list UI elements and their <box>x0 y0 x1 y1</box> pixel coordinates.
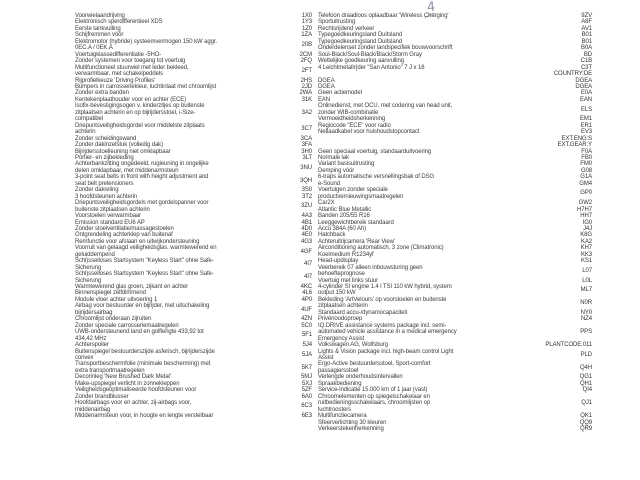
equipment-code: 3CA <box>300 135 312 142</box>
equipment-row <box>318 349 592 362</box>
equipment-description: Zonder systemen voor toegang tot voertuig <box>75 58 186 65</box>
equipment-description: Voertuig met links stuur <box>318 277 378 284</box>
equipment-code: 2FQ <box>300 58 312 65</box>
equipment-description: Driepuntsveiligheidsgordels met gordelspanner voor buitenste zitplaatsen achterin <box>75 200 209 213</box>
equipment-code: L0L <box>582 277 592 284</box>
equipment-description: Rijprofielkeuze 'Driving Profiles' <box>75 77 156 84</box>
equipment-code: ML7 <box>580 287 592 294</box>
equipment-code: COUNTRY:DE <box>553 71 592 78</box>
equipment-code: 6C3 <box>301 403 312 410</box>
equipment-code: PLANTCODE:011 <box>545 342 592 349</box>
equipment-description: Binnenspiegel zelfdimmend <box>75 290 146 297</box>
equipment-row <box>318 103 592 116</box>
equipment-code: KH7 <box>580 245 592 252</box>
equipment-description: DGEA <box>318 77 335 84</box>
equipment-code: F0A <box>581 148 592 155</box>
equipment-code: GM4 <box>579 180 592 187</box>
equipment-code: EXT.GEAR:Y <box>557 142 592 149</box>
equipment-code: 9ZV <box>581 13 592 19</box>
equipment-description: Typegoedkeuringsland Duitsland <box>318 32 403 39</box>
equipment-description: Wettelijke goedkeuring aanvulling <box>318 58 404 65</box>
equipment-row <box>75 361 312 374</box>
equipment-code: QK1 <box>580 413 592 420</box>
equipment-description: Schijfremmen vóór <box>75 32 124 39</box>
equipment-description: Accu 384A (60 Ah) <box>318 225 366 232</box>
equipment-code: DGEA <box>575 77 592 84</box>
equipment-description: Airbag voor bestuurder en bijrijder, met uitschakeling bijrijdersairbag <box>75 303 210 316</box>
equipment-description: Kentekenplaathouder voor en achter (ECE) <box>75 96 187 103</box>
equipment-code: 5ZF <box>301 387 312 394</box>
equipment-code: ER1 <box>580 122 592 129</box>
equipment-description: Netlaadkabel voor huishoudstopcontact <box>318 129 420 136</box>
equipment-description: Variant basisuitrusting <box>318 161 375 168</box>
equipment-description: Bekleding 'ArtVelours' op voorstoelen en buitenste zitplaatsen achterin <box>318 296 447 310</box>
equipment-description: Standaard accu-/dynamocapaciteit <box>318 309 408 316</box>
equipment-row <box>75 39 312 52</box>
equipment-row <box>75 258 312 271</box>
equipment-code: 3H0 <box>301 148 312 155</box>
equipment-description: DGEA <box>318 83 335 90</box>
equipment-description: Driepuntsveiligheidsgordel voor middelste zitplaats achterin <box>75 122 205 136</box>
equipment-row <box>75 349 312 362</box>
equipment-description: Atlantic Blue Metallic <box>318 206 372 213</box>
equipment-code: 3ZU <box>300 203 312 210</box>
equipment-row <box>75 161 312 174</box>
equipment-description: Multifunctioneel stuurwiel met leder bekleed, verwarmbaar, met schakelpeddels <box>75 64 189 78</box>
equipment-code: N0R <box>580 300 592 307</box>
equipment-code: GP0 <box>580 190 592 197</box>
equipment-description: Typegoedkeuringsland Duitsland <box>318 38 403 45</box>
equipment-code: QG1 <box>579 374 592 381</box>
equipment-description: Vermoeidheidsherkenning <box>318 116 386 123</box>
equipment-code: 5JA <box>301 351 312 358</box>
equipment-description: Chroomlijst onderaan zijruiten <box>75 316 152 323</box>
equipment-code: 4KC <box>300 284 312 291</box>
equipment-code: KK3 <box>580 251 592 258</box>
equipment-code: KA2 <box>580 238 592 245</box>
equipment-description: Geen speciaal voertuig, standaarduitvoering <box>318 148 432 155</box>
equipment-description: Warmtewerend glas groen, zijkant en achter <box>75 284 188 291</box>
equipment-code: 4I7 <box>303 274 312 281</box>
equipment-description: Elektromotor (hybride) systeemvermogen 150 kW aggr. 0EC.A / 0EK.A <box>75 38 217 52</box>
equipment-code: QJ1 <box>581 400 592 407</box>
equipment-code: C3T <box>580 64 592 71</box>
equipment-description: Achterspoiler <box>75 342 109 349</box>
equipment-code: 4ZN <box>300 316 312 323</box>
equipment-code: 6A0 <box>301 393 312 400</box>
equipment-code: 1X0 <box>301 13 312 19</box>
equipment-description: Normale lak <box>318 154 349 161</box>
equipment-description: Veiligheidsgeoptimaliseerde hoofdsteunen voor <box>75 387 197 394</box>
equipment-description: Ontgrendeling achterklep van buitenaf <box>75 232 173 239</box>
equipment-code: NY0 <box>580 309 592 316</box>
equipment-code: BD <box>583 51 592 58</box>
equipment-row <box>75 245 312 258</box>
equipment-row <box>75 413 312 419</box>
equipment-code: ELS <box>580 106 592 113</box>
equipment-description: IQ.DRIVE assistance systems package incl. semi-automated vehicle assistance in a medical emergency Emergency Assist <box>318 322 457 342</box>
equipment-code: 1Z0 <box>301 25 312 32</box>
equipment-description: Privénoodoproep <box>318 316 363 323</box>
equipment-description: Module vloer achter uitvoering 1 <box>75 296 158 303</box>
equipment-code: QI4 <box>582 387 592 394</box>
equipment-description: Airconditioning automatisch, 3 zone (Climatronic) <box>318 245 444 252</box>
equipment-row <box>318 394 592 413</box>
equipment-row <box>318 426 592 432</box>
equipment-row <box>318 187 592 200</box>
equipment-code: 2JD <box>301 83 312 90</box>
equipment-description: Koelmedium R1234yf <box>318 251 374 258</box>
equipment-description: Voorwielaandrijving <box>75 13 125 19</box>
equipment-description: Zonder stoelventilatie/massagestoelen <box>75 225 174 232</box>
equipment-description: Spraakbediening <box>318 380 362 387</box>
equipment-column-right <box>318 13 592 432</box>
equipment-code: 4GF <box>300 248 312 255</box>
equipment-description: Verkeerstekenherkenning <box>318 426 384 432</box>
equipment-description: Zonder speciale carrosseriemaatregelen <box>75 322 179 329</box>
equipment-code: 3LT <box>302 154 312 161</box>
equipment-code: 4I7 <box>303 261 312 268</box>
equipment-description: Chroomelementen op spiegelschakelaar en ruitbedieningsschakelaars, chroomlijsten op luchtroosters <box>318 393 431 413</box>
equipment-code: 5MJ <box>300 374 312 381</box>
equipment-description: Head-updisplay <box>318 258 359 265</box>
equipment-description: Zonder dakinzetstuk (volledig dak) <box>75 142 163 149</box>
equipment-description: Zonder brandblusser <box>75 393 129 400</box>
equipment-description: Lights & Vision package incl. high-beam control Light Assist <box>318 348 454 362</box>
equipment-row <box>75 329 312 342</box>
equipment-code: K8G <box>580 232 592 239</box>
equipment-code: 6E3 <box>301 413 312 420</box>
equipment-code: 5XJ <box>301 380 312 387</box>
equipment-description: 6-traps automatische versnellingsbak of DSG <box>318 174 435 181</box>
equipment-code: HH7 <box>580 213 592 220</box>
equipment-description: EAN <box>318 96 331 103</box>
equipment-description: Elektronisch sperdifferentieel XDS <box>75 19 163 26</box>
equipment-description: Eerste tankvulling <box>75 25 121 32</box>
equipment-code: NZ4 <box>580 316 592 323</box>
equipment-row <box>75 200 312 213</box>
equipment-description: Car2X <box>318 200 335 207</box>
equipment-code: DGEA <box>575 83 592 90</box>
equipment-code: 4P0 <box>301 296 312 303</box>
equipment-description: Hoofdairbags voor en achter, zij-airbags voor, middenairbag <box>75 400 192 413</box>
equipment-description: Voertuigen zonder speciale productvernieuwingsmaatregelen <box>318 187 404 200</box>
equipment-description: e-Sound <box>318 180 340 187</box>
equipment-description: 3 hoofdsteunen achterin <box>75 193 138 200</box>
equipment-code: PPS <box>580 329 592 336</box>
equipment-row <box>75 65 312 78</box>
equipment-code: 4E0 <box>301 232 312 239</box>
equipment-code: J4J <box>582 225 592 232</box>
equipment-description: Ergo-Active bestuurdersstoel, Sport-comfort passagiersstoel <box>318 361 431 374</box>
equipment-code: 4L6 <box>302 290 312 297</box>
equipment-description: Regiocode "ECE" voor radio <box>318 122 391 129</box>
equipment-description: 4 Leichtmetallr{der "San Antonio" 7 J x 16 <box>318 64 425 71</box>
equipment-description: Remfunctie voor afslaan en uitwijkondersteuning <box>75 238 200 245</box>
equipment-description: Verlengde onderhoudsintervallen <box>318 374 403 381</box>
equipment-code: G1A <box>580 174 592 181</box>
equipment-code: 4G3 <box>300 238 312 245</box>
equipment-description: Decorinleg 'New Brushed Dark Metal' <box>75 374 171 381</box>
equipment-code: EAN <box>579 96 592 103</box>
equipment-code: B0A <box>580 45 592 52</box>
equipment-row <box>75 271 312 284</box>
equipment-code: IG0 <box>582 219 592 226</box>
equipment-description: Geen actiemodel <box>318 90 362 97</box>
equipment-description: Voorstoelen verwarmbaar <box>75 213 142 220</box>
equipment-description: Middenarmsteun voor, in hoogte en lengte verstelbaar <box>75 413 214 420</box>
equipment-column-left <box>75 13 312 420</box>
equipment-code: 2CM <box>299 51 312 58</box>
equipment-code: 1Y3 <box>301 19 312 26</box>
equipment-row <box>318 284 592 297</box>
equipment-code: 2FT <box>301 67 312 74</box>
equipment-description: Zonder scheidingswand <box>75 135 137 142</box>
equipment-code: 3NU <box>300 164 312 171</box>
equipment-code: AV1 <box>581 25 592 32</box>
equipment-code: 1ZA <box>301 32 312 39</box>
equipment-code: 4D0 <box>301 225 312 232</box>
equipment-code: B01 <box>581 32 592 39</box>
equipment-code: 4B1 <box>301 219 312 226</box>
equipment-description: Isofix-bevestigingsogen v. kinderzitjes op buitenste zitplaatsen achterin en op bijrijdersstoel, i-Size-compatibel <box>75 103 205 123</box>
equipment-code: 2WA <box>299 90 312 97</box>
equipment-code: G08 <box>580 167 592 174</box>
equipment-row <box>75 123 312 136</box>
equipment-description: 3-point seat belts in front with height adjustment and seat belt pretensioners <box>75 174 209 187</box>
equipment-row <box>318 323 592 342</box>
equipment-code: 3A2 <box>301 109 312 116</box>
equipment-code: Q4H <box>579 364 592 371</box>
equipment-code: A8F <box>581 19 592 26</box>
equipment-code: 5J4 <box>302 342 312 349</box>
equipment-code: KS1 <box>580 258 592 265</box>
equipment-code: 3FA <box>301 142 312 149</box>
equipment-code: 5F1 <box>301 332 312 339</box>
equipment-code: H7H7 <box>577 206 592 213</box>
equipment-description: Achteruitrijcamera 'Rear View' <box>318 238 395 245</box>
equipment-description: Voorruit van gelaagd veiligheidsglas, warmtewerend en geluiddempend <box>75 245 217 258</box>
equipment-row <box>75 400 312 413</box>
equipment-row <box>75 103 312 122</box>
equipment-code: GW2 <box>578 200 592 207</box>
equipment-description: Demping vóór <box>318 167 355 174</box>
equipment-code: 3T2 <box>301 193 312 200</box>
equipment-description: Multifunctiecamera <box>318 413 367 420</box>
equipment-code: 5K7 <box>301 364 312 371</box>
equipment-description: Veerbereik 07 alleen inbouwsturing geen behoefteprognose <box>318 264 423 278</box>
equipment-code: 20B <box>301 42 312 49</box>
equipment-description: Soul-Black/Soul-Black/Black/Storm Gray <box>318 51 422 58</box>
equipment-code: 3S0 <box>301 187 312 194</box>
equipment-description: Onderdelenset zonder landspecifiek bouwvoorschrift <box>318 45 453 52</box>
equipment-code: FB0 <box>581 154 592 161</box>
equipment-code: 4UF <box>300 306 312 313</box>
equipment-code: 4A3 <box>301 213 312 220</box>
equipment-description: Banden 205/55 R16 <box>318 213 370 220</box>
equipment-description: Buitenspiegel bestuurderszijde asferisch, bijrijderszijde convex <box>75 348 215 362</box>
equipment-description: Portier- en zijbekleding <box>75 154 134 161</box>
equipment-description: Achterbankzitting ongedeeld, rugleuning in ongelijke delen omklapbaar, met middenarmsteun <box>75 161 209 174</box>
equipment-description: Rechtsrijdend verkeer <box>318 25 375 32</box>
equipment-description: Emission standard EU6 AP <box>75 219 145 226</box>
equipment-code: L07 <box>582 267 592 274</box>
equipment-code: 3C7 <box>301 125 312 132</box>
equipment-code: QR9 <box>579 426 592 432</box>
handwritten-annotation: 4 <box>426 0 437 16</box>
equipment-row <box>75 303 312 316</box>
equipment-description: Sportuitrusting <box>318 19 356 26</box>
equipment-code: QQ9 <box>579 419 592 426</box>
equipment-code: 2HS <box>300 77 312 84</box>
equipment-description: Telefoon draadloos oplaadbaar 'Wireless Charging' <box>318 13 449 19</box>
equipment-description: UWB-ondersteunend land en golflengte 433,92 tot 434,42 MHz <box>75 329 204 342</box>
equipment-code: PLD <box>580 351 592 358</box>
equipment-code: 5C0 <box>301 322 312 329</box>
equipment-row <box>318 297 592 310</box>
equipment-code: C1B <box>580 58 592 65</box>
equipment-description: Hatchback <box>318 232 346 239</box>
equipment-description: Bumpers in carrosseriekleur, luchtinlaat met chroomlijst <box>75 83 217 90</box>
equipment-description: 4-cylinder SI engine 1.4 l TSI 110 kW hybrid, system output 150 kW <box>318 284 452 297</box>
equipment-code: EV3 <box>580 129 592 136</box>
equipment-description: Voertuigklassedifferentiatie -5HO- <box>75 51 162 58</box>
equipment-description: Zonder dakreling <box>75 187 119 194</box>
equipment-description: Onlinedienst, met OCU, met codering van head unit, zonder WIB-combinatie <box>318 103 453 116</box>
equipment-code: QH1 <box>579 380 592 387</box>
equipment-row <box>318 265 592 278</box>
equipment-description: Volkswagen AG, Wolfsburg <box>318 342 388 349</box>
equipment-row <box>318 361 592 374</box>
equipment-description: Bijrijdersstoelleuning niet omklapbaar <box>75 148 171 155</box>
equipment-row <box>75 174 312 187</box>
equipment-code: 3QH <box>299 177 312 184</box>
equipment-code: E0A <box>580 90 592 97</box>
equipment-description: Leeggewichtbereik standaard <box>318 219 394 226</box>
equipment-code: EXT.ENG:S <box>561 135 592 142</box>
equipment-code: B01 <box>581 38 592 45</box>
equipment-code: EM1 <box>579 116 592 123</box>
equipment-code: 31K <box>301 96 312 103</box>
equipment-description: Sfeerverlichting 30 kleuren <box>318 419 387 426</box>
equipment-description: Schl)sselloses Startsystem "Keyless Start" ohne Safe-Sicherung <box>75 258 214 271</box>
equipment-description: Make-upspiegel verlicht in zonnekleppen <box>75 380 180 387</box>
equipment-description: Service-indicatie 15.000 km of 1 jaar (vast) <box>318 387 428 394</box>
equipment-description: Zonder extra banden <box>75 90 129 97</box>
equipment-code: FM0 <box>580 161 592 168</box>
equipment-description: Schl)sselloses Startsystem "Keyless Start" ohne Safe-Sicherung <box>75 271 214 284</box>
equipment-description: Transportbeschermfolie (minimale bescherming) met extra transportmaatregelen <box>75 361 211 374</box>
